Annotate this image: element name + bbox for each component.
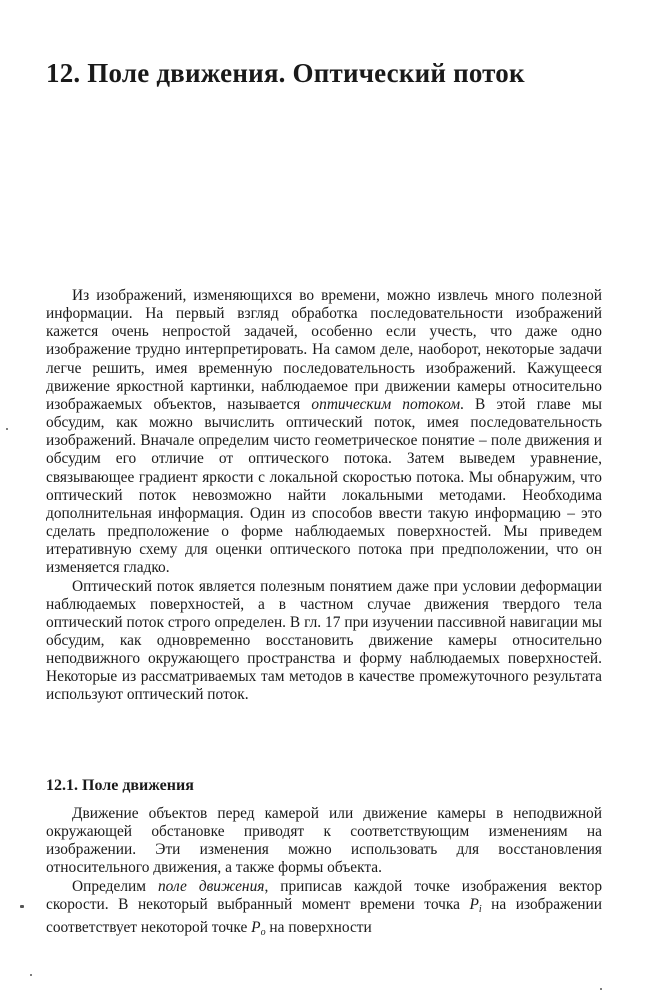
section-paragraph-2-part1: Определим <box>72 877 158 895</box>
section-heading: 12.1. Поле движения <box>46 777 194 794</box>
variable-p-o <box>251 919 265 936</box>
variable-p-i <box>469 896 481 913</box>
variable-p-i-letter: P <box>469 895 479 913</box>
section-paragraph-2 <box>46 878 602 942</box>
variable-p-i-subscript: i <box>478 903 482 915</box>
scan-speck <box>6 428 8 430</box>
variable-p-o-letter: P <box>251 918 261 936</box>
intro-paragraph-1-part2: . В этой главе мы обсудим, как можно вычислить оптический поток, имея последовательность изображений. Вначале определим чисто геометрическое понятие – поле движения и обсудим его отличие от оптического потока. Затем выведем уравнение, связывающее градиент яркости с локальной скоростью потока. Мы обнаружим, что оптический поток невозможно найти локальными методами. Необходима дополнительная информация. Один из способов ввести такую информацию – это сделать предположение о форме наблюдаемых поверхностей. Мы приведем итеративную схему для оценки оптического потока при предположении, что он изменяется гладко. <box>46 395 602 577</box>
intro-paragraph-1 <box>46 287 602 578</box>
variable-p-o-subscript: o <box>260 926 266 938</box>
term-motion-field: поле движения <box>157 877 265 895</box>
section-body <box>46 805 602 942</box>
section-paragraph-1: Движение объектов перед камерой или движение камеры в неподвижной окружающей обстановке приводят к соответствующим изменениям на изображении. Эти изменения можно использовать для восстановления относительного движения, а также формы объекта. <box>46 805 602 877</box>
chapter-intro <box>46 287 602 705</box>
term-optical-flow: оптическим потоком <box>311 395 461 413</box>
intro-paragraph-1-part1: Из изображений, изменяющихся во времени, можно извлечь много полезной информации. На первый взгляд обработка последовательности изображений кажется очень непростой задачей, особенно если учесть, что даже одно изображение трудно интерпретировать. На самом деле, наоборот, некоторые задачи легче решить, имея временну́ю последовательность изображений. Кажущееся движение яркостной картинки, наблюдаемое при движении камеры относительно изображаемых объектов, называется <box>46 287 602 413</box>
chapter-title: 12. Поле движения. Оптический поток <box>46 58 525 88</box>
scan-speck <box>600 988 602 990</box>
section-paragraph-2-part4: на поверхности <box>265 918 372 936</box>
section-paragraph-2-part2: , приписав каждой точке изображения вектор скорости. В некоторый выбранный момент времени точка <box>46 877 603 913</box>
intro-paragraph-2: Оптический поток является полезным понятием даже при условии деформации наблюдаемых поверхностей, а в частном случае движения твердого тела оптический поток строго определен. В гл. 17 при изучении пассивной навигации мы обсудим, как одновременно восстановить движение камеры относительно неподвижного окружающего пространства и форму наблюдаемых поверхностей. Некоторые из рассматриваемых там методов в качестве промежуточного результата используют оптический поток. <box>46 577 602 704</box>
scan-speck <box>30 974 32 976</box>
section-paragraph-2-part3: на изображении соответствует некоторой точке <box>46 895 602 936</box>
scan-speck <box>20 905 24 908</box>
